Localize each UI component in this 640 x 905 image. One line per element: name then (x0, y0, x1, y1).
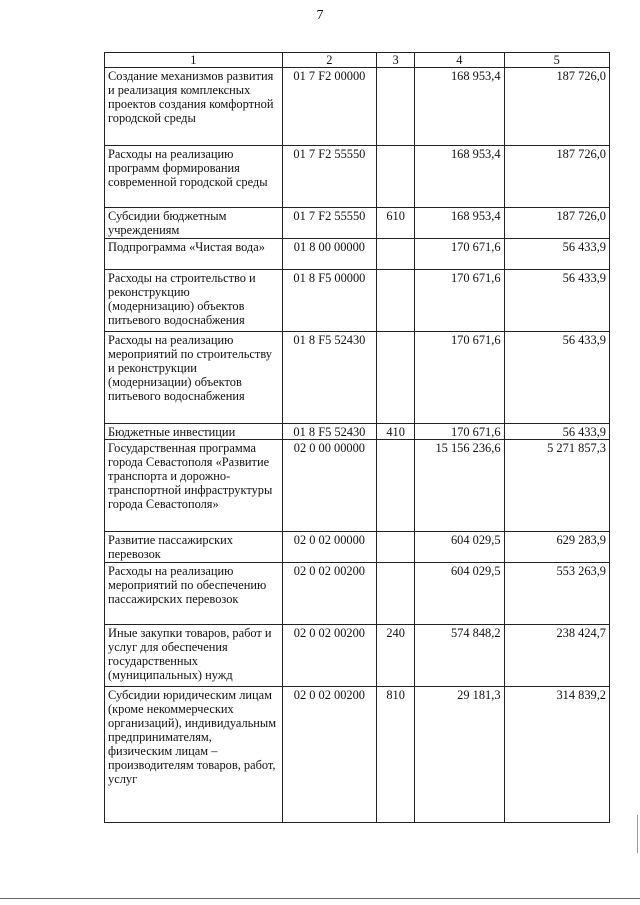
target-article-code: 01 7 F2 55550 (282, 146, 376, 208)
amount-year-2: 56 433,9 (504, 270, 609, 332)
table-row (105, 208, 610, 239)
target-article-code: 02 0 02 00200 (282, 563, 376, 625)
budget-table (104, 52, 610, 823)
amount-year-2: 56 433,9 (504, 424, 609, 440)
table-row (105, 440, 610, 532)
table-header-row (105, 53, 610, 68)
amount-year-1: 29 181,3 (415, 687, 504, 823)
expense-name: Субсидии бюджетным учреждениям (105, 208, 283, 239)
column-header: 1 (105, 53, 283, 68)
table-row (105, 532, 610, 563)
target-article-code: 02 0 02 00200 (282, 625, 376, 687)
amount-year-2: 5 271 857,3 (504, 440, 609, 532)
target-article-code: 02 0 02 00000 (282, 532, 376, 563)
expense-type-code (377, 532, 415, 563)
amount-year-2: 629 283,9 (504, 532, 609, 563)
amount-year-1: 168 953,4 (415, 208, 504, 239)
target-article-code: 01 8 F5 00000 (282, 270, 376, 332)
target-article-code: 02 0 02 00200 (282, 687, 376, 823)
expense-name: Расходы на реализацию программ формирования современной городской среды (105, 146, 283, 208)
column-header: 3 (377, 53, 415, 68)
expense-name: Создание механизмов развития и реализация комплексных проектов создания комфортной городской среды (105, 68, 283, 146)
amount-year-2: 187 726,0 (504, 146, 609, 208)
table-row (105, 146, 610, 208)
expense-name: Расходы на реализацию мероприятий по обеспечению пассажирских перевозок (105, 563, 283, 625)
amount-year-1: 574 848,2 (415, 625, 504, 687)
expense-type-code (377, 270, 415, 332)
expense-type-code (377, 563, 415, 625)
amount-year-2: 238 424,7 (504, 625, 609, 687)
expense-type-code (377, 440, 415, 532)
amount-year-1: 604 029,5 (415, 563, 504, 625)
expense-name: Бюджетные инвестиции (105, 424, 283, 440)
amount-year-2: 314 839,2 (504, 687, 609, 823)
table-row (105, 239, 610, 270)
amount-year-2: 56 433,9 (504, 239, 609, 270)
amount-year-2: 187 726,0 (504, 208, 609, 239)
expense-type-code (377, 68, 415, 146)
expense-name: Иные закупки товаров, работ и услуг для обеспечения государственных (муниципальных) нужд (105, 625, 283, 687)
target-article-code: 01 8 F5 52430 (282, 424, 376, 440)
target-article-code: 01 8 F5 52430 (282, 332, 376, 424)
expense-type-code: 610 (377, 208, 415, 239)
scan-edge-mark (637, 815, 638, 853)
amount-year-1: 604 029,5 (415, 532, 504, 563)
amount-year-1: 170 671,6 (415, 239, 504, 270)
column-header: 5 (504, 53, 609, 68)
target-article-code: 01 8 00 00000 (282, 239, 376, 270)
expense-name: Развитие пассажирских перевозок (105, 532, 283, 563)
table-row (105, 625, 610, 687)
table-row (105, 270, 610, 332)
amount-year-1: 170 671,6 (415, 270, 504, 332)
amount-year-2: 553 263,9 (504, 563, 609, 625)
table-row (105, 68, 610, 146)
amount-year-1: 15 156 236,6 (415, 440, 504, 532)
column-header: 4 (415, 53, 504, 68)
expense-name: Расходы на реализацию мероприятий по строительству и реконструкции (модернизации) объектов питьевого водоснабжения (105, 332, 283, 424)
amount-year-1: 168 953,4 (415, 146, 504, 208)
expense-type-code (377, 146, 415, 208)
target-article-code: 02 0 00 00000 (282, 440, 376, 532)
expense-name: Расходы на строительство и реконструкцию (модернизацию) объектов питьевого водоснабжения (105, 270, 283, 332)
page-bottom-rule (0, 898, 640, 899)
amount-year-2: 187 726,0 (504, 68, 609, 146)
target-article-code: 01 7 F2 00000 (282, 68, 376, 146)
target-article-code: 01 7 F2 55550 (282, 208, 376, 239)
expense-type-code: 810 (377, 687, 415, 823)
table-row (105, 332, 610, 424)
expense-name: Субсидии юридическим лицам (кроме некоммерческих организаций), индивидуальным предпринимателям, физическим лицам – производителям товаров, работ, услуг (105, 687, 283, 823)
table-row (105, 563, 610, 625)
table-row (105, 687, 610, 823)
expense-type-code (377, 239, 415, 270)
expense-type-code: 240 (377, 625, 415, 687)
amount-year-1: 170 671,6 (415, 332, 504, 424)
amount-year-1: 170 671,6 (415, 424, 504, 440)
page-number: 7 (316, 8, 324, 23)
column-header: 2 (282, 53, 376, 68)
expense-type-code: 410 (377, 424, 415, 440)
amount-year-1: 168 953,4 (415, 68, 504, 146)
expense-name: Подпрограмма «Чистая вода» (105, 239, 283, 270)
table-row (105, 424, 610, 440)
expense-name: Государственная программа города Севастополя «Развитие транспорта и дорожно-транспортной инфраструктуры города Севастополя» (105, 440, 283, 532)
expense-type-code (377, 332, 415, 424)
amount-year-2: 56 433,9 (504, 332, 609, 424)
